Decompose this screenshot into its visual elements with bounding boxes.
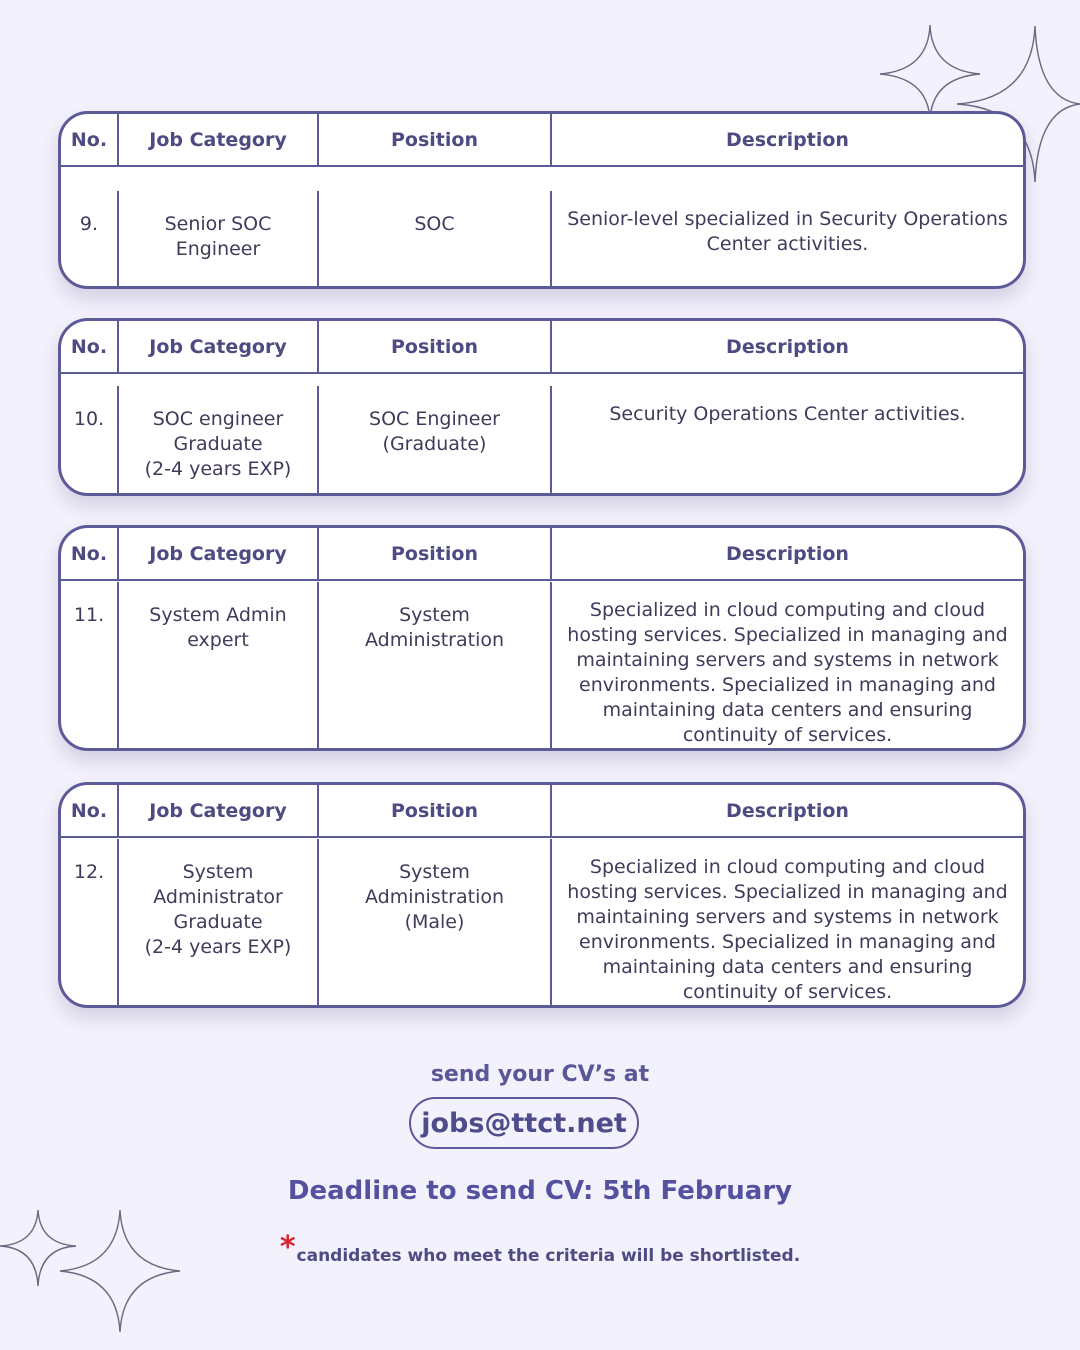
header-description: Description [550, 785, 1023, 838]
job-table-card [58, 782, 1026, 1008]
shortlist-note [0, 1230, 1080, 1266]
header-description: Description [550, 321, 1023, 374]
row-position: SOC Engineer (Graduate) [317, 386, 550, 494]
row-description: Specialized in cloud computing and cloud hosting services. Specialized in managing and maintaining servers and systems in network environments. Specialized in managing and maintaining data centers and ensuring continuity of services. [550, 582, 1023, 749]
asterisk-mark: * [279, 1230, 296, 1265]
header-no: No. [61, 114, 117, 167]
deadline-text: Deadline to send CV: 5th February [287, 1176, 793, 1206]
header-no: No. [61, 528, 117, 581]
shortlist-note-text: candidates who meet the criteria will be shortlisted. [296, 1246, 801, 1266]
header-job-category: Job Category [117, 528, 317, 581]
row-number: 11. [73, 603, 105, 626]
header-position: Position [317, 528, 550, 581]
job-table-card [58, 318, 1026, 496]
row-position: System Administration (Male) [317, 839, 550, 1006]
row-position: System Administration [317, 582, 550, 749]
send-cv-label: send your CV’s at [430, 1062, 650, 1087]
header-position: Position [317, 785, 550, 838]
row-job-category: System Admin expert [117, 582, 317, 749]
row-job-category: SOC engineer Graduate (2-4 years EXP) [117, 386, 317, 494]
sparkle-icon [56, 1208, 184, 1334]
row-number: 10. [73, 407, 105, 430]
email-link[interactable]: jobs@ttct.net [409, 1097, 639, 1149]
header-no: No. [61, 785, 117, 838]
row-position: SOC [317, 191, 550, 286]
header-position: Position [317, 321, 550, 374]
row-number: 9. [79, 213, 99, 235]
header-description: Description [550, 528, 1023, 581]
row-job-category: System Administrator Graduate (2-4 years EXP) [117, 839, 317, 1006]
row-description: Senior-level specialized in Security Operations Center activities. [550, 191, 1023, 286]
header-no: No. [61, 321, 117, 374]
header-job-category: Job Category [117, 785, 317, 838]
header-job-category: Job Category [117, 321, 317, 374]
row-number: 12. [73, 860, 105, 883]
job-table-card [58, 111, 1026, 289]
header-job-category: Job Category [117, 114, 317, 167]
job-table-card [58, 525, 1026, 751]
header-position: Position [317, 114, 550, 167]
header-description: Description [550, 114, 1023, 167]
row-job-category: Senior SOC Engineer [117, 191, 317, 286]
row-description: Security Operations Center activities. [550, 386, 1023, 494]
row-description: Specialized in cloud computing and cloud hosting services. Specialized in managing and maintaining servers and systems in network environments. Specialized in managing and maintaining data centers and ensuring continuity of services. [550, 839, 1023, 1006]
